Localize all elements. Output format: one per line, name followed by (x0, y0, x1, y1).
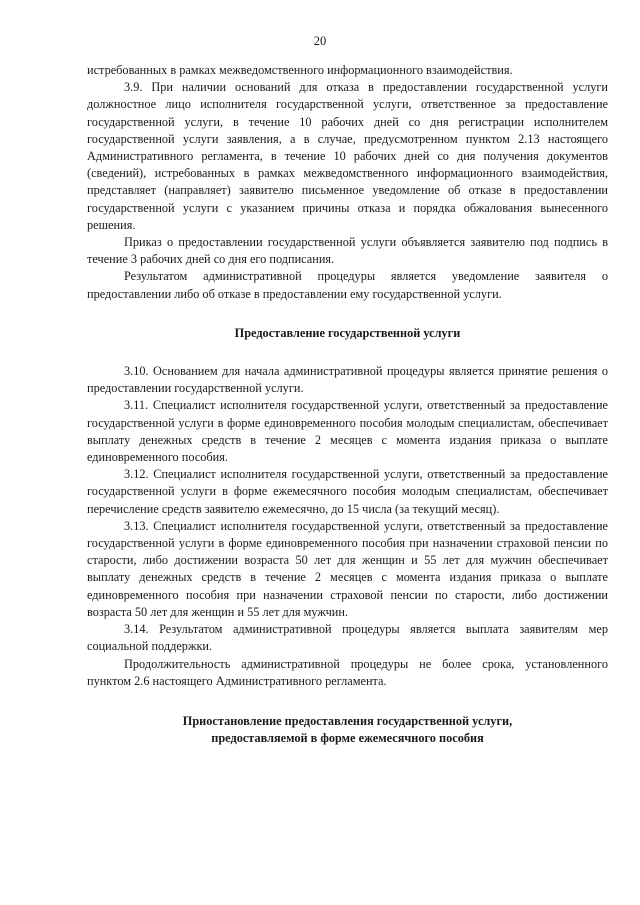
paragraph-3-10: 3.10. Основанием для начала административной процедуры является принятие решения о предоставлении государственной услуги. (87, 364, 608, 396)
paragraph-continuation: истребованных в рамках межведомственного информационного взаимодействия. (87, 63, 513, 77)
paragraph-3-12: 3.12. Специалист исполнителя государственной услуги, ответственный за предоставление государственной услуги в форме ежемесячного пособия молодым специалистам, обеспечивает перечисление средств заявителю ежемесячно, до 15 числа (за текущий месяц). (87, 467, 608, 516)
paragraph-3-11: 3.11. Специалист исполнителя государственной услуги, ответственный за предоставление государственной услуги в форме единовременного пособия молодым специалистам, обеспечивает выплату денежных средств в течение 2 месяцев с момента издания приказа о выплате единовременного пособия. (87, 398, 608, 465)
document-body (87, 62, 608, 747)
section-heading-2-line-1: Приостановление предоставления государственной услуги, (182, 713, 513, 728)
section-heading-2 (87, 713, 608, 747)
paragraph-result-notification: Результатом административной процедуры является уведомление заявителя о предоставлении либо об отказе в предоставлении ему государственной услуги. (87, 269, 608, 301)
paragraph-3-9: 3.9. При наличии оснований для отказа в предоставлении государственной услуги должностное лицо исполнителя государственной услуги, ответственное за предоставление государственной услуги, в течение 10 рабочих дней со дня регистрации исполнителем государственной услуги заявления, а в случае, предусмотренном пунктом 2.13 настоящего Административного регламента, в течение 10 рабочих дней со дня получения документов (сведений), истребованных в рамках межведомственного информационного взаимодействия, представляет (направляет) заявителю письменное уведомление об отказе в предоставлении государственной услуги с указанием причины отказа и порядка обжалования вынесенного решения. (87, 80, 608, 232)
page-number: 20 (313, 34, 327, 48)
section-heading: Предоставление государственной услуги (234, 325, 461, 340)
paragraph-3-14: 3.14. Результатом административной процедуры является выплата заявителям мер социальной поддержки. (87, 622, 608, 654)
paragraph-3-13: 3.13. Специалист исполнителя государственной услуги, ответственный за предоставление государственной услуги в форме единовременного пособия при назначении страховой пенсии по старости, либо достижении возраста 50 лет для женщин и 55 лет для мужчин обеспечивает выплату денежных средств в течение 2 месяцев с момента издания приказа о выплате единовременного пособия при назначении страховой пенсии по старости, либо достижении возраста 50 лет для женщин и 55 лет для мужчин. (87, 518, 608, 619)
section-heading-2-line-2: предоставляемой в форме ежемесячного пособия (211, 731, 484, 746)
paragraph-order-announcement: Приказ о предоставлении государственной услуги объявляется заявителю под подпись в течение 3 рабочих дней со дня его подписания. (87, 235, 608, 267)
paragraph-duration: Продолжительность административной процедуры не более срока, установленного пунктом 2.6 настоящего Административного регламента. (87, 656, 608, 688)
